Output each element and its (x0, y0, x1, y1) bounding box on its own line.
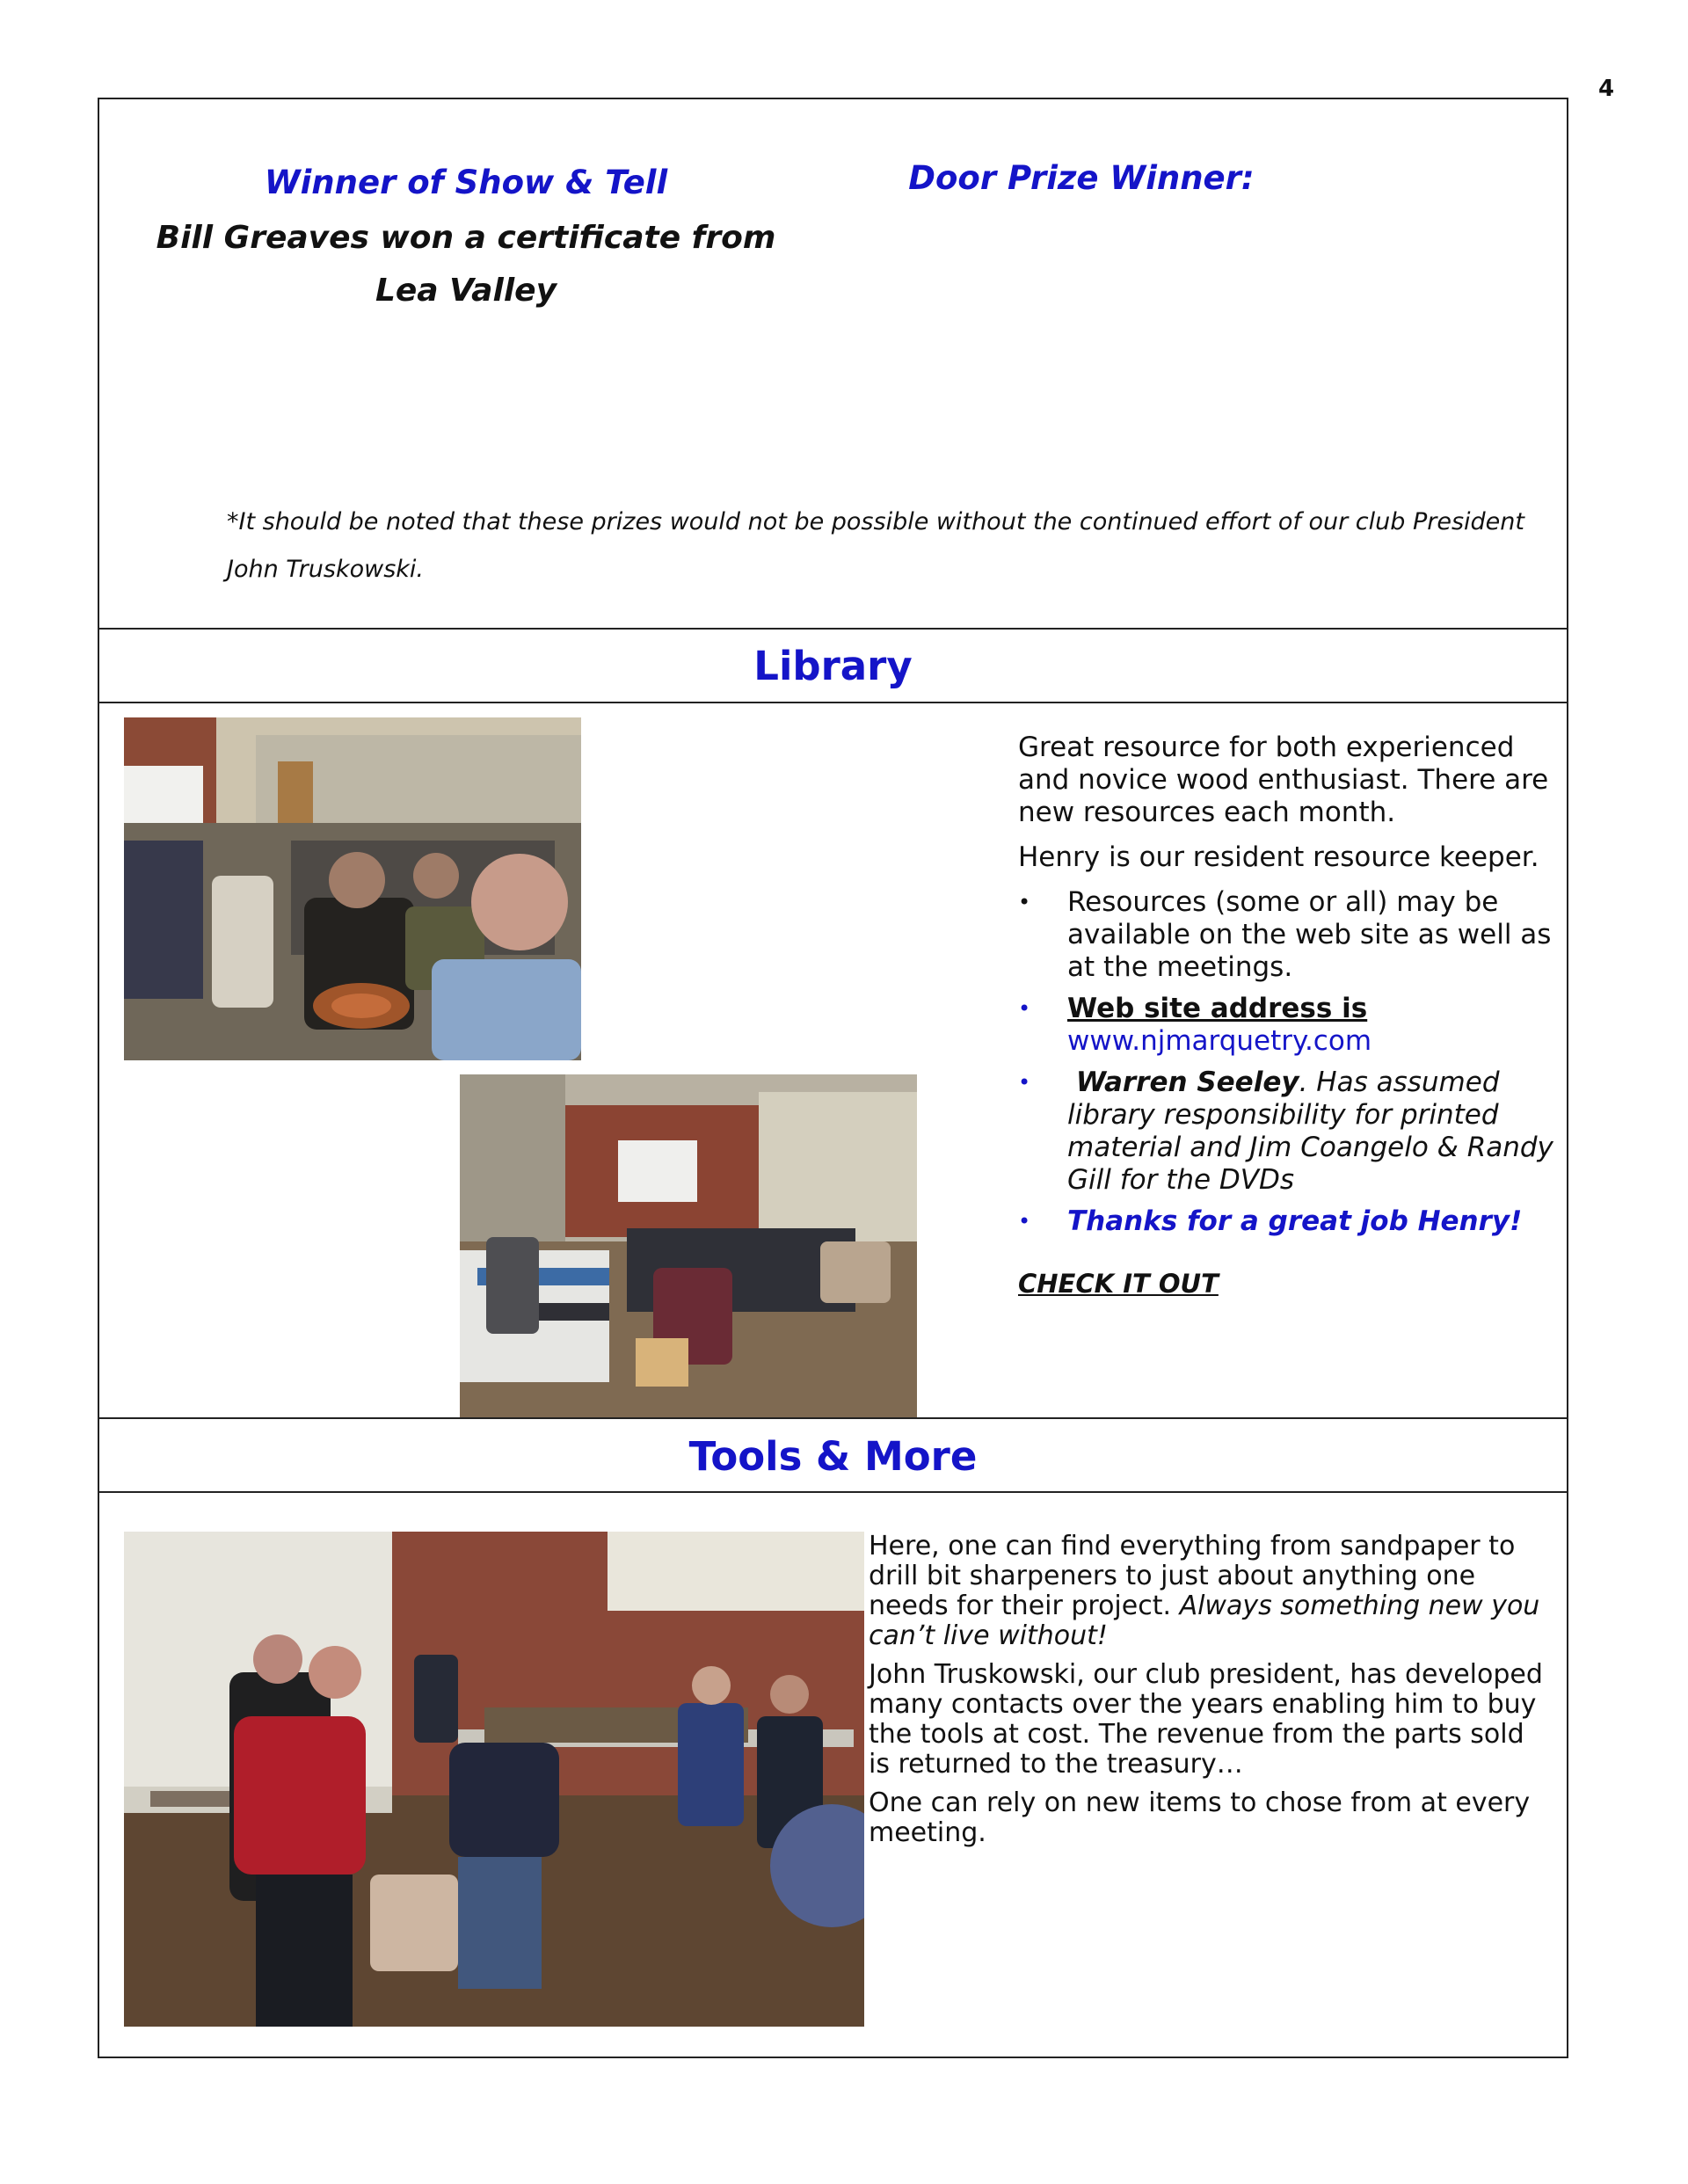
librarian-name: Warren Seeley (1075, 1067, 1299, 1098)
library-heading: Library (753, 643, 913, 689)
meeting-audience-photo (124, 717, 581, 1060)
tools-table-photo (124, 1532, 864, 2027)
show-tell-title: Winner of Show & Tell (264, 164, 668, 201)
door-prize-title: Door Prize Winner: (908, 159, 1255, 197)
prize-note: *It should be noted that these prizes would not be possible without the continued effort of our club President (227, 508, 1524, 535)
tools-intro: Here, one can find everything from sandpaper to drill bit sharpeners to just about anything one needs for their project. Always something new you can’t live without! (869, 1531, 1540, 1651)
librarian-note: . Has assumed library responsibility for printed material and Jim Coangelo & Randy Gill for the DVDs (1067, 1067, 1553, 1196)
bullet-glyph: • (1018, 890, 1031, 914)
divider (98, 1491, 1568, 1493)
list-item (1018, 1067, 1554, 1197)
list-item (1018, 1205, 1554, 1238)
bullet-glyph: • (1018, 1070, 1031, 1095)
list-item (1018, 993, 1554, 1058)
show-tell-winner: Bill Greaves won a certificate from (156, 220, 776, 256)
tools-text (869, 1532, 1546, 1857)
library-text (1018, 732, 1554, 1313)
tools-new-items: One can rely on new items to chose from at every meeting. (869, 1787, 1531, 1848)
divider (98, 628, 1568, 630)
bullet-glyph: • (1018, 996, 1031, 1021)
thanks-henry: Thanks for a great job Henry! (1067, 1205, 1523, 1237)
website-label: Web site address is (1067, 993, 1368, 1024)
library-intro: Great resource for both experienced and novice wood enthusiast. There are new resources each month. (1018, 732, 1549, 828)
show-tell-prize: Lea Valley (375, 273, 557, 309)
list-item (1018, 886, 1554, 984)
prize-note-name: John Truskowski. (227, 556, 424, 583)
check-it-out-link[interactable]: CHECK IT OUT (1018, 1269, 1219, 1299)
divider (98, 1417, 1568, 1419)
divider (98, 702, 1568, 703)
resources-note: Resources (some or all) may be available on the web site as well as at the meetings. (1067, 886, 1552, 983)
library-keeper: Henry is our resident resource keeper. (1018, 841, 1539, 873)
tools-tagline: Always something new you can’t live without! (869, 1591, 1540, 1651)
tools-heading: Tools & More (688, 1433, 978, 1480)
bullet-glyph: • (1018, 1209, 1031, 1234)
website-link[interactable]: www.njmarquetry.com (1067, 1025, 1372, 1057)
meeting-room-photo (460, 1074, 917, 1417)
page-number: 4 (1598, 76, 1615, 102)
tools-sourcing: John Truskowski, our club president, has developed many contacts over the years enabling him to buy the tools at cost. The revenue from the parts sold is returned to the treasury… (869, 1659, 1543, 1780)
